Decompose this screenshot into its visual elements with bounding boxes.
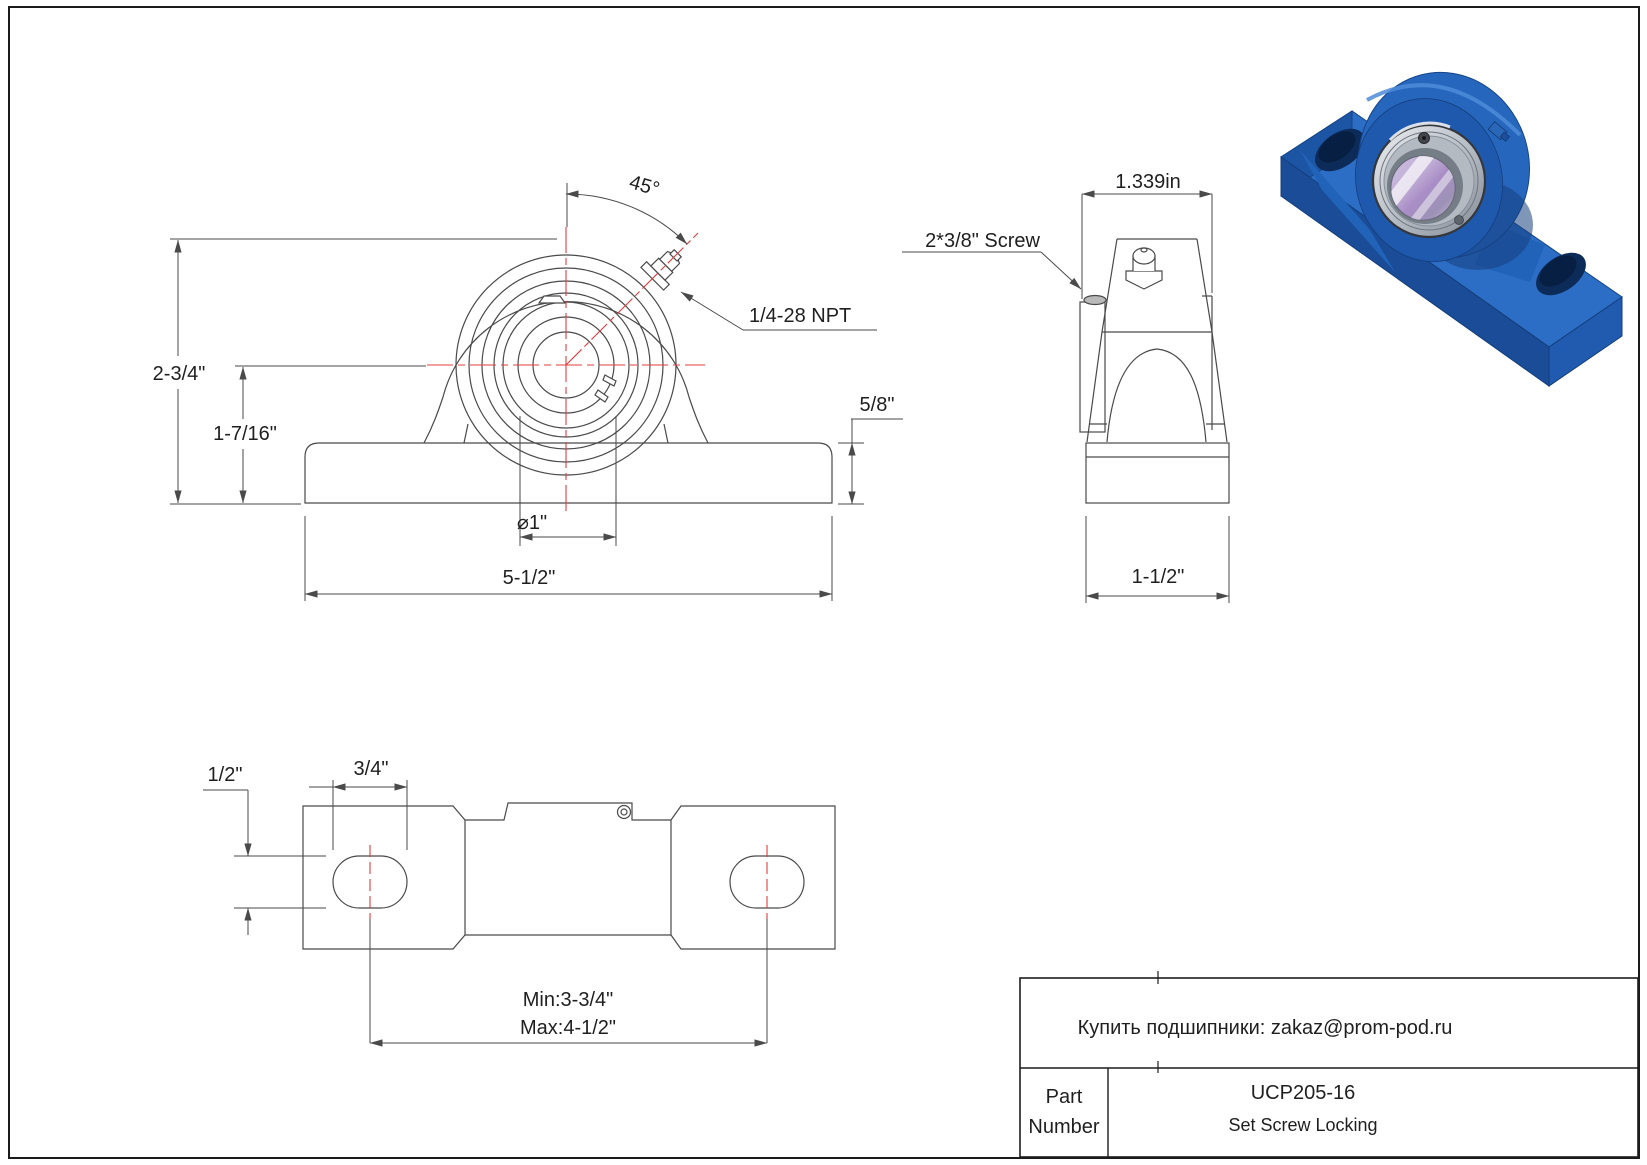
bottom-outline xyxy=(303,803,835,949)
label-grease-fitting: 1/4-28 NPT xyxy=(749,305,852,327)
front-dimensions xyxy=(170,183,903,601)
side-insert-ring xyxy=(1080,302,1105,432)
dim-base-height: 5/8" xyxy=(859,394,895,416)
side-view xyxy=(1080,239,1229,503)
dim-base-width: 5-1/2" xyxy=(502,567,556,589)
dim-height-center: 1-7/16" xyxy=(213,423,277,445)
dim-bolt-spacing-max: Max:4-1/2" xyxy=(519,1017,617,1039)
side-set-screw xyxy=(1084,296,1106,305)
title-block xyxy=(1020,971,1638,1157)
dim-angle: 45° xyxy=(626,171,662,201)
side-dome xyxy=(1107,349,1206,442)
dim-side-top-width: 1.339in xyxy=(1115,171,1181,193)
front-base xyxy=(305,443,832,503)
bottom-set-screw xyxy=(618,806,631,819)
front-view xyxy=(305,242,832,503)
iso-set-screw-2 xyxy=(1455,216,1464,225)
dim-height-total: 2-3/4" xyxy=(152,363,206,385)
title-part-label-1: Part xyxy=(1045,1086,1083,1108)
title-part-number: UCP205-16 xyxy=(1250,1082,1356,1104)
set-screw-tab xyxy=(539,296,565,303)
dim-bore-diameter: ⌀1" xyxy=(516,512,548,534)
side-grease-nipple xyxy=(1126,248,1162,289)
bottom-centerlines xyxy=(370,845,767,919)
side-dimensions xyxy=(902,194,1229,603)
dim-slot-width: 3/4" xyxy=(353,758,389,780)
title-contact: Купить подшипники: zakaz@prom-pod.ru xyxy=(1077,1017,1453,1039)
title-locking-type: Set Screw Locking xyxy=(1228,1115,1378,1135)
dim-slot-height: 1/2" xyxy=(207,764,243,786)
label-side-screw: 2*3/8" Screw xyxy=(925,230,1040,252)
iso-render xyxy=(1281,54,1622,386)
dim-bolt-spacing-min: Min:3-3/4" xyxy=(522,989,614,1011)
side-base xyxy=(1086,443,1229,503)
title-part-label-2: Number xyxy=(1028,1116,1100,1138)
dim-side-base-width: 1-1/2" xyxy=(1131,566,1185,588)
bottom-view xyxy=(303,803,835,949)
